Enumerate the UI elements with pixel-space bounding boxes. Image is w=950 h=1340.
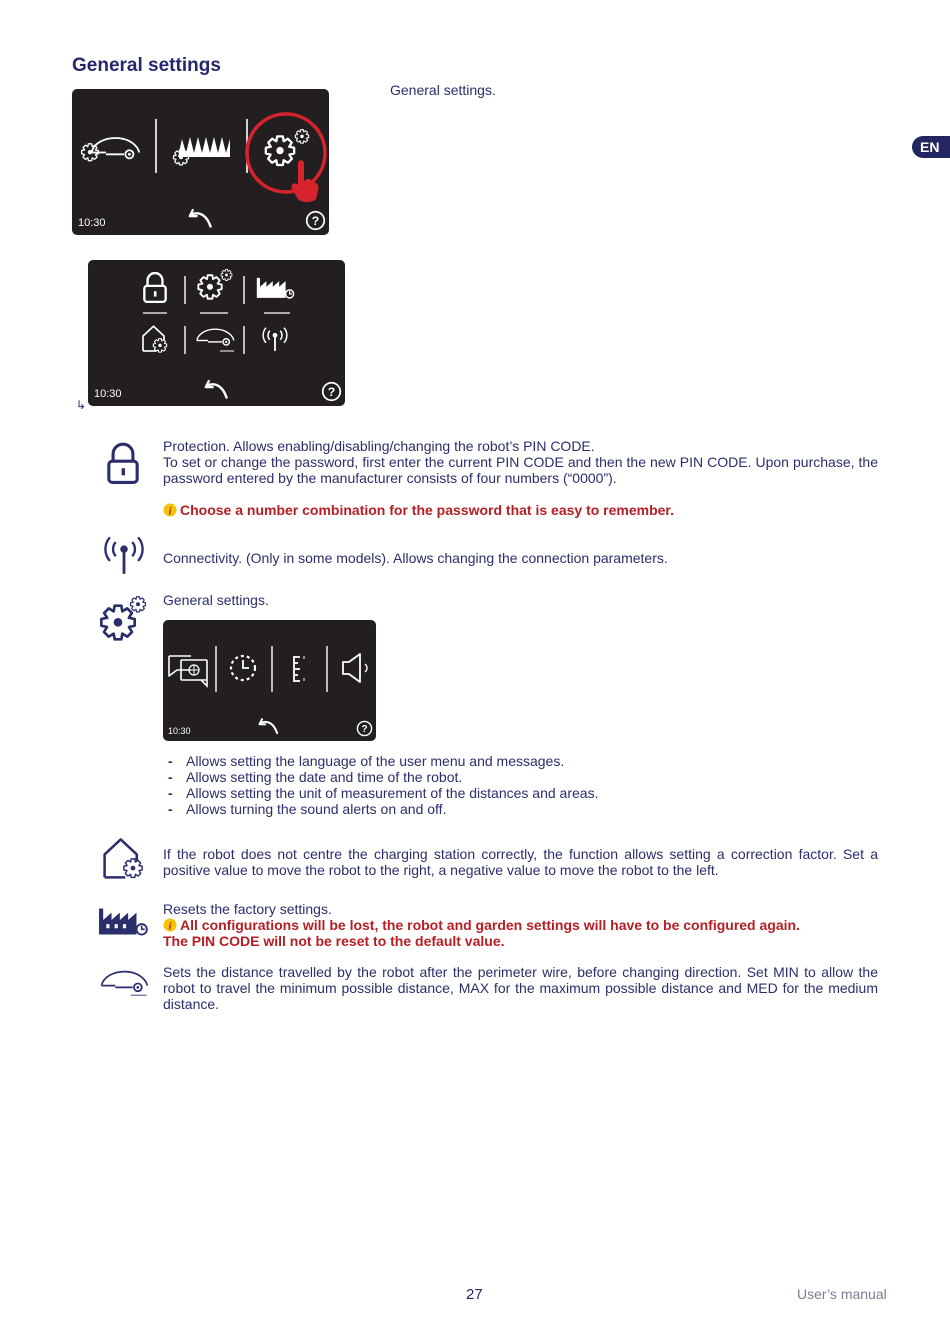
list-item: - Allows turning the sound alerts on and off. <box>163 801 878 817</box>
general-settings-menu-screen <box>88 260 345 406</box>
page-number: 27 <box>466 1286 483 1303</box>
list-item: - Allows setting the date and time of the robot. <box>163 769 878 785</box>
selection-highlight-circle <box>247 114 325 192</box>
gear-settings-icon[interactable] <box>198 270 232 299</box>
general-settings-list <box>163 753 878 817</box>
home-settings-icon <box>100 836 154 890</box>
factory-warning-text: All configurations will be lost, the robot and garden settings will have to be configured again. The PIN CODE will not be reset to the default value. <box>163 917 800 949</box>
robot-distance-icon <box>98 966 150 1000</box>
back-arrow-icon[interactable] <box>206 380 227 397</box>
protection-description <box>163 438 878 518</box>
distance-text: Sets the distance travelled by the robot after the perimeter wire, before changing direction. Set MIN to allow the robot to travel the minimum possible distance, MAX for the maximum possible distance and MED for the medium distance. <box>163 964 878 1012</box>
main-menu-screen <box>72 89 329 235</box>
factory-text: Resets the factory settings. <box>163 901 332 917</box>
svg-text:i: i <box>168 920 172 932</box>
general-settings-title: General settings. <box>163 592 269 608</box>
help-icon[interactable] <box>357 721 371 735</box>
gear-settings-icon[interactable] <box>266 130 309 165</box>
factory-reset-icon[interactable] <box>257 278 294 298</box>
lock-icon <box>96 438 150 492</box>
antenna-icon <box>100 535 148 575</box>
help-icon[interactable] <box>323 383 341 401</box>
language-badge: EN <box>912 136 950 158</box>
protection-line-1: Protection. Allows enabling/disabling/changing the robot’s PIN CODE. <box>163 438 595 454</box>
connectivity-text: Connectivity. (Only in some models). Allows changing the connection parameters. <box>163 550 668 566</box>
clock-time: 10:30 <box>78 217 106 229</box>
back-arrow-icon[interactable] <box>259 718 277 733</box>
list-item: - Allows setting the unit of measurement of the distances and areas. <box>163 785 878 801</box>
protection-warning <box>163 502 878 518</box>
home-settings-icon[interactable] <box>143 326 167 352</box>
language-icon[interactable] <box>169 656 207 686</box>
svg-text:i: i <box>168 505 172 517</box>
protection-warning-text: Choose a number combination for the password that is easy to remember. <box>180 502 674 518</box>
robot-settings-icon[interactable] <box>82 138 140 161</box>
corner-arrow-icon: ↳ <box>76 398 87 412</box>
grass-settings-icon[interactable] <box>174 137 231 165</box>
gear-settings-icon <box>98 596 152 650</box>
sound-icon[interactable] <box>343 654 367 682</box>
clock-time: 10:30 <box>94 388 122 400</box>
info-warning-icon <box>163 503 177 517</box>
screen1-caption: General settings. <box>390 82 496 98</box>
antenna-icon[interactable] <box>263 328 287 351</box>
factory-reset-icon <box>98 905 150 937</box>
lock-icon[interactable] <box>144 273 165 302</box>
station-text: If the robot does not centre the charging station correctly, the function allows setting a correction factor. Set a positive value to move the robot to the right, a negative value to move the robot to the left. <box>163 846 878 878</box>
robot-distance-icon[interactable] <box>197 329 234 351</box>
protection-line-2: To set or change the password, first enter the current PIN CODE and then the new PIN CODE. Upon purchase, the password entered by the manufacturer consists of four numbers (“0000”). <box>163 454 878 486</box>
manual-label: User’s manual <box>797 1286 887 1302</box>
units-icon[interactable] <box>294 656 304 682</box>
list-item: - Allows setting the language of the user menu and messages. <box>163 753 878 769</box>
clock-time: 10:30 <box>168 726 191 736</box>
section-title: General settings <box>72 55 221 76</box>
factory-description <box>163 901 878 949</box>
factory-warning <box>163 917 823 949</box>
help-icon[interactable] <box>307 212 325 230</box>
info-warning-icon <box>163 918 177 932</box>
back-arrow-icon[interactable] <box>190 209 211 226</box>
clock-icon[interactable] <box>231 656 255 680</box>
general-settings-submenu-screen <box>163 620 376 741</box>
